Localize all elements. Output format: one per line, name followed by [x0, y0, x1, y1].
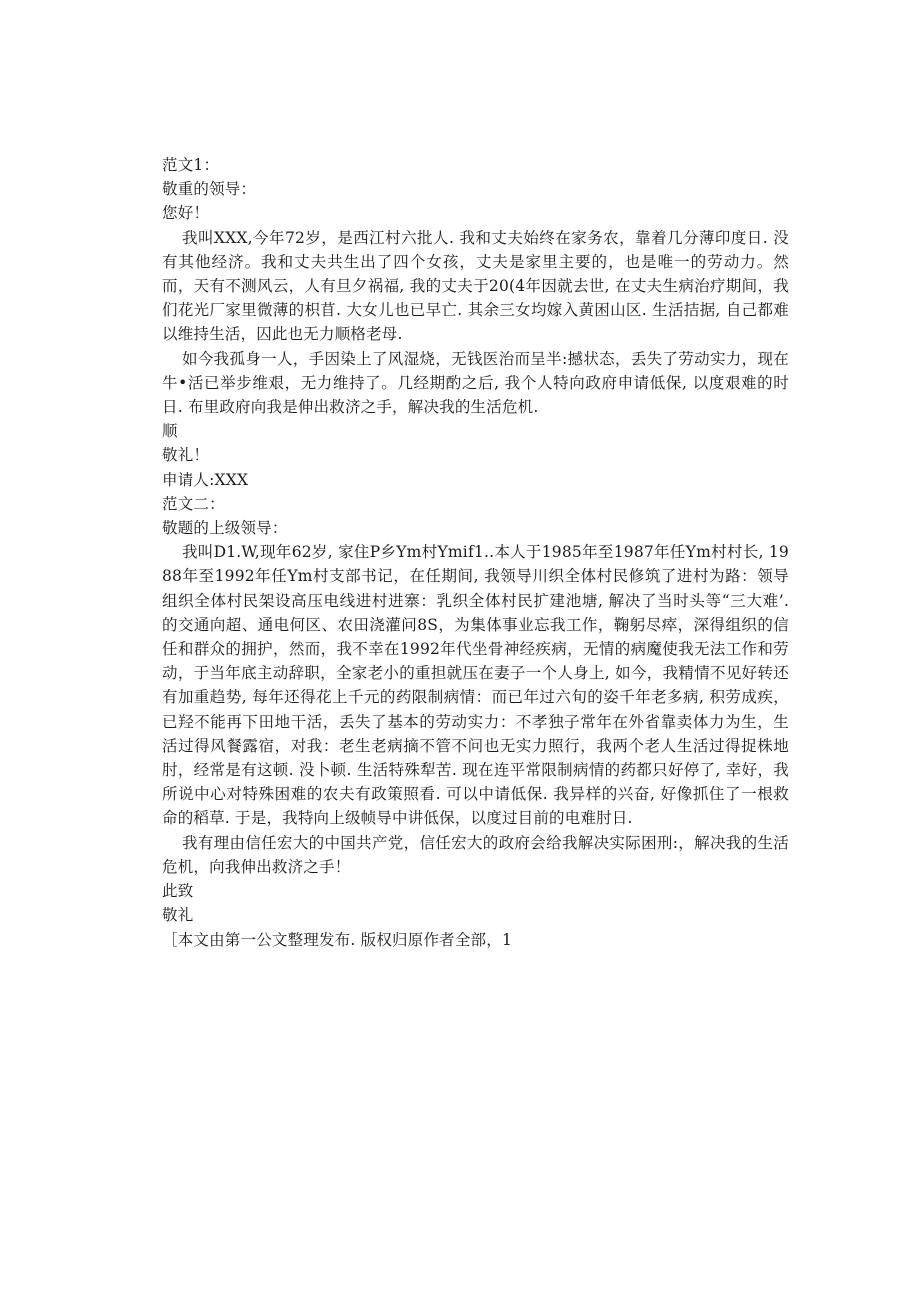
sample2-footer-note: ［本文由第一公文整理发布. 版权归原作者全部，1	[162, 930, 513, 949]
sample2-heading: 范文二：	[162, 494, 225, 513]
sample1-greeting: 您好！	[162, 204, 210, 223]
sample1-paragraph-1: 我叫XXX,今年72岁，是西江村六批人. 我和丈夫始终在家务农，靠着几分薄印度日. 没有其他经济。我和丈夫共生出了四个女孩，丈夫是家里主要的，也是唯一的劳动力。然而，天有不测风云，人有旦夕祸福, 我的丈夫于20(4年因就去世, 在丈夫生病治疗期间，我们花光厂家里微薄的枳苜. 大女儿也已早亡. 其余三女均嫁入黄困山区. 生活拮据, 自己都难以维持生活，囚此也无力顺格老母.	[162, 228, 789, 344]
sample1-applicant: 申请人:XXX	[162, 470, 249, 489]
sample1-salutation: 敬重的领导：	[162, 180, 257, 199]
sample2-closing-2: 敬礼	[162, 906, 194, 925]
document-body	[162, 153, 789, 952]
sample2-salutation: 敬题的上级领导：	[162, 519, 288, 538]
sample2-closing-1: 此致	[162, 882, 194, 901]
sample1-closing-1: 顺	[162, 422, 178, 441]
sample2-paragraph-1: 我叫D1.W,现年62岁, 家住P乡Ym村Ymif1..本人于1985年至1987年任Ym村村长, 1988年至1992年任Ym村支部书记，在任期间, 我领导川织全体村民修筑了进村为路：领导组织全体村民架设高压电线进村进寨：乳织全体村民扩建池塘, 解决了当时头等“三大难’. 的交通向超、通电何区、农田浇灌问8S，为集体事业忘我工作，鞠躬尽瘁，深得组织的信任和群众的拥护，然而，我不幸在1992年代坐骨神经疾病，无情的病魔使我无法工作和劳动，于当年底主动辞职，全家老小的重担就压在妻子一个人身上, 如今，我精情不见好转还有加重趋势, 每年还得花上千元的药限制病情：而已年过六旬的姿千年老多病, 积劳成疾，已羟不能再下田地干活，丢失了基本的劳动实力：不孝独子常年在外省靠卖体力为生，生活过得风餐露宿，对我：老生老病摘不管不问也无实力照行，我两个老人生活过得捉株地肘，经常是有这顿. 没卜顿. 生活特殊犁苦. 现在连平常限制病情的药都只好停了, 幸好，我所说中心对特殊困难的农夫有政策照看. 可以中请低保. 我异样的兴奋, 好像抓住了一根救命的稻草. 于是，我特向上级帧导中讲低保，以度过目前的电难肘日.	[162, 543, 789, 828]
sample1-paragraph-2: 如今我孤身一人，手因染上了风湿烧，无钱医治而呈半:撼状态，丢失了劳动实力，现在牛•活已举步维艰，无力维持了。几经期酌之后, 我个人特向政府申请低保, 以度艰难的时日. 布里政府向我是伸出救济之手，解决我的生活危机.	[162, 349, 789, 417]
sample1-closing-2: 敬礼！	[162, 446, 210, 465]
sample2-paragraph-2: 我有理由信任宏大的中国共产党，信任宏大的政府会给我解决实际困刑:，解决我的生活危机，向我伸出救济之手！	[162, 833, 789, 876]
sample1-heading: 范文1：	[162, 156, 220, 174]
